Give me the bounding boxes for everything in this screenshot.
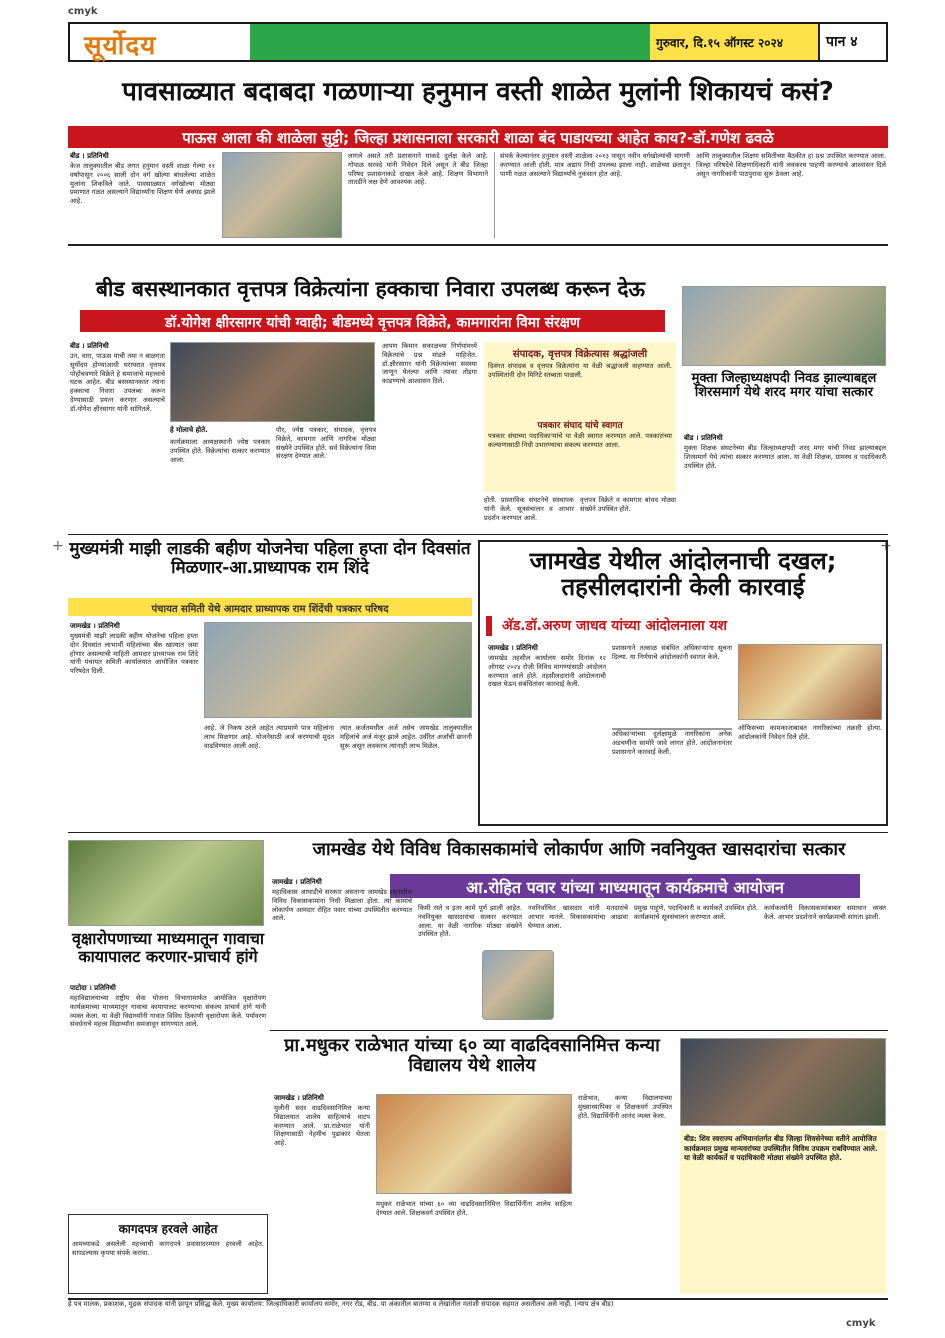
- lokarpan-headline: जामखेड येथे विविध विकासकामांचे लोकार्पण आणि नवनियुक्त खासदारांचा सत्कार: [312, 839, 846, 860]
- ladki-press-photo: [204, 622, 472, 718]
- ladki-byline: जामखेड । प्रतिनिधी: [70, 622, 120, 630]
- notice-text: आमच्याकडे असलेली महत्त्वाची कागदपत्रे प्रवासादरम्यान हरवली आहेत. सापडल्यास कृपया संपर्क करावा.: [72, 1240, 264, 1257]
- section-rule: [270, 1030, 888, 1031]
- bus-col3: पौर, ज्येष्ठ पत्रकार, संपादक, वृत्तपत्र विक्रेते, कामगार आणि नागरिक मोठ्या संख्येने उपस्थित होते. सर्व विक्रेत्यांना विमा संरक्षण देण्यात आले.: [276, 426, 376, 461]
- tree-headline: वृक्षारोपणाच्या माध्यमातून गावाचा कायापालट करणार-प्राचार्य हांगे: [71, 929, 265, 966]
- divider: [494, 152, 495, 238]
- bus-event-photo: [170, 342, 375, 422]
- newspaper-logo: सूर्योदय: [84, 31, 157, 61]
- shivsena-caption: बीड: शिव स्वराज्य अभियानांतर्गत बीड जिल्हा शिवसेनेच्या वतीने आयोजित कार्यक्रमात प्रमुख मान्यवरांच्या उपस्थितीत विविध उपक्रम राबविण्यात आले. या वेळी कार्यकर्ते व पदाधिकारी मोठ्या संख्येने उपस्थित होते.: [680, 1130, 886, 1294]
- mukta-byline: बीड । प्रतिनिधी: [684, 434, 723, 442]
- mp-portrait: [482, 950, 554, 1020]
- andolan-protest-photo: [738, 644, 882, 720]
- andolan-col4: ऑफिसच्या कामकाजाबाबत नागरिकांच्या तक्रारी होत्या. आंदोलकांनी निवेदन दिले होते.: [738, 724, 882, 741]
- cmyk-mark-bottom: cmyk: [846, 1318, 876, 1329]
- shivsena-photo: [680, 1038, 886, 1126]
- ladki-headline: मुख्यमंत्री माझी लाडकी बहीण योजनेचा पहिला हप्ता दोन दिवसांत मिळणार-आ.प्राध्यापक राम शिंदे: [69, 539, 471, 578]
- bus-col2: कार्यक्रमाला अध्यक्षस्थानी ज्येष्ठ पत्रकार उपस्थित होते. विक्रेत्यांचा सत्कार करण्यात आला.: [170, 438, 270, 464]
- section-rule: [68, 534, 888, 535]
- raalbhat-col2: मधुकर राळेभात यांच्या ६० व्या वाढदिवसानिमित्त विद्यार्थिनींना शालेय साहित्य देण्यात आले. शिक्षकवर्ग उपस्थित होते.: [376, 1200, 572, 1217]
- mukta-headline: मुक्ता जिल्हाध्यक्षपदी निवड झाल्याबद्दल शिरसमार्ग येथे शरद मगर यांचा सत्कार: [691, 371, 877, 401]
- lead-byline: बीड । प्रतिनिधी: [70, 152, 109, 160]
- cmyk-mark-top: cmyk: [68, 6, 98, 17]
- lead-headline: पावसाळ्यात बदाबदा गळणाऱ्या हनुमान वस्ती शाळेत मुलांनी शिकायचं कसं?: [122, 77, 834, 107]
- notice-title: कागदपत्र हरवले आहेत: [118, 1222, 218, 1236]
- lead-strip: पाऊस आला की शाळेला सुट्टी; जिल्हा प्रशासनाला सरकारी शाळा बंद पाडायच्या आहेत काय?-डॉ.गणेश ढवळे: [68, 126, 888, 148]
- andolan-col3: अधिकाऱ्यांच्या दुर्लक्षामुळे नागरिकांना अनेक अडचणींना सामोरे जावे लागत होते. आंदोलनानंतर प्रशासनाने कारवाई केली.: [612, 730, 732, 756]
- bus-photo-caption: हे मोलाचे होते.: [170, 426, 208, 434]
- lokarpan-col1: महाविकास आघाडीचे सरकार असताना जामखेड शहरातील विविध विकासकामांना निधी मिळाला होता. त्या कामांचे लोकार्पण आमदार रोहित पवार यांच्या उपस्थितीत करण्यात आले.: [272, 888, 412, 923]
- bus-col5: होती. प्रास्ताविक संघटनेचे संस्थापक यांनी केले. सूत्रसंचालन व आभार प्रदर्शन करण्यात आले.: [484, 496, 574, 522]
- lokarpan-col3: नवनिर्वाचित खासदार यांनी मतदारांचे आभार मानले. विकासकामांचा आढावा घेण्यात आला.: [528, 904, 628, 930]
- lead-col2: लागले असते तरी प्रशासनाने याकडे दुर्लक्ष केले आहे. गोपाळ सरवदे यांनी निवेदन दिले असून ते बीड जिल्हा परिषद प्रशासनाकडे दाखल केले आहे. शिक्षण विभागाने तातडीने लक्ष देणे आवश्यक आहे.: [348, 152, 488, 187]
- ladki-col2: आहे. जे निकष ठरले आहेत त्याप्रमाणे पात्र महिलांना लाभ मिळणार आहे. योजनेसाठी अर्ज करण्याची मुदत वाढविण्यात आली आहे.: [204, 724, 334, 750]
- bus-strip: डॉ.योगेश क्षीरसागर यांची ग्वाही; बीडमध्ये वृत्तपत्र विक्रेते, कामगारांना विमा संरक्षण: [80, 310, 665, 332]
- tree-byline: पाटोदा । प्रतिनिधी: [70, 984, 116, 992]
- bus-col1: उन, वारा, पाऊस याची तमा न बाळगता सूर्योदय होण्याआधी घराघरात वृत्तपत्र पोहोचवणारे विक्रेते हे समाजाचे महत्त्वाचे घटक आहेत. बीड बसस्थानकात त्यांना हक्काचा निवारा उपलब्ध करून देण्यासाठी प्रयत्न करणार असल्याचे डॉ.योगेश क्षीरसागर यांनी सांगितले.: [70, 352, 165, 413]
- andolan-byline: जामखेड । प्रतिनिधी: [488, 644, 538, 652]
- mukta-photo: [682, 286, 886, 366]
- welcome-title: पत्रकार संघाद यांचे स्वागत: [537, 421, 623, 431]
- andolan-col2: प्रशासनाने तत्काळ संबंधित अधिकाऱ्यांना सूचना दिल्या. या निर्णयाचे आंदोलकांनी स्वागत केले.: [612, 644, 732, 661]
- welcome-text: पत्रकार संघाच्या पदाधिकाऱ्यांचे या वेळी स्वागत करण्यात आले. पत्रकारांच्या कल्याणासाठी निधी उभारण्याचा संकल्प करण्यात आला.: [488, 432, 672, 449]
- ladki-col1: मुख्यमंत्री माझी लाडकी बहीण योजनेचा पहिला हप्ता दोन दिवसांत लाभार्थी महिलांच्या बँक खात्यात जमा होणार असल्याची माहिती आमदार प्राध्यापक राम शिंदे यांनी पंचायत समिती कार्यालयात आयोजित पत्रकार परिषदेत दिली.: [70, 632, 198, 676]
- ladki-col3: त्यात कर्जतमधील अर्ज तसेच जामखेड तालुक्यातील महिलांचे अर्ज मंजूर झाले आहेत. उर्वरित अर्जांची छाननी सुरू असून लवकरच त्यांनाही लाभ मिळेल.: [340, 724, 472, 750]
- masthead: [68, 22, 888, 62]
- mukta-text: मुक्ता शिक्षक संघटनेच्या बीड जिल्हाध्यक्षपदी शरद मगर यांची निवड झाल्याबद्दल शिरसमार्ग येथे त्यांचा सत्कार करण्यात आला. या वेळी शिक्षक, ग्रामस्थ व पदाधिकारी उपस्थित होते.: [684, 444, 886, 470]
- andolan-headline: जामखेड येथील आंदोलनाची दखल; तहसीलदारांनी केली कारवाई: [529, 547, 837, 602]
- issue-date: गुरुवार, दि.१५ ऑगस्ट २०२४: [650, 24, 820, 60]
- raalbhat-byline: जामखेड । प्रतिनिधी: [274, 1094, 324, 1102]
- crop-mark: +: [52, 538, 64, 554]
- imprint-footer: हे पत्र मालक, प्रकाशक, मुद्रक संपादक यांनी छापून प्रसिद्ध केले. मुख्य कार्यालय: जिल्हाधिकारी कार्यालय समोर, नगर रोड, बीड. या अंकातील बातम्या व लेखांतील मतांशी संपादक सहमत असतीलच असे नाही. (न्याय क्षेत्र बीड): [68, 1298, 888, 1324]
- ladki-strip: पंचायत समिती येथे आमदार प्राध्यापक राम शिंदेंची पत्रकार परिषद: [68, 598, 472, 616]
- section-rule: [68, 832, 888, 833]
- lokarpan-strip: आ.रोहित पवार यांच्या माध्यमातून कार्यक्रमाचे आयोजन: [390, 874, 860, 898]
- tree-photo: [68, 840, 264, 926]
- bus-headline: बीड बसस्थानकात वृत्तपत्र विक्रेत्यांना हक्काचा निवारा उपलब्ध करून देऊ: [96, 277, 645, 301]
- lead-col1: केज तालुक्यातील बीड लगत हनुमान वस्ती शाळा गेल्या ११ वर्षांपासून २००६ साली दोन वर्ग खोल्या बांधलेल्या शाळेत मुलांना शिकविले जाते. पावसाळ्यात वर्गखोल्या मोठ्या प्रमाणात गळत असल्याने विद्यार्थ्यांना शिक्षण घेणे अवघड झाले आहे.: [70, 162, 215, 206]
- raalbhat-col3: राळेभात, कन्या विद्यालयाच्या मुख्याध्यापिका व शिक्षकवर्ग उपस्थित होते. विद्यार्थिनींनी आनंद व्यक्त केला.: [578, 1094, 672, 1120]
- tribute-title: संपादक, वृत्तपत्र विक्रेत्यास श्रद्धांजली: [512, 349, 648, 360]
- bus-col6: वृत्तपत्र विक्रेते व कामगार बांधव मोठ्या संख्येने उपस्थित होते.: [580, 496, 676, 513]
- andolan-strip: अ‍ॅड.डॉ.अरुण जाधव यांच्या आंदोलनाला यश: [486, 616, 880, 636]
- tree-text: महाविद्यालयाच्या राष्ट्रीय सेवा योजना विभागामार्फत आयोजित वृक्षारोपण कार्यक्रमाच्या माध्यमातून गावाचा कायापालट करण्याचा संकल्प प्राचार्य हांगे यांनी व्यक्त केला. या वेळी विद्यार्थ्यांनी गावात विविध ठिकाणी वृक्षारोपण केले. पर्यावरण संवर्धनाचे महत्त्व विद्यार्थ्यांना समजावून सांगण्यात आले.: [70, 994, 266, 1029]
- school-photo: [222, 152, 342, 238]
- lokarpan-col4: प्रमुख पाहुणे, पदाधिकारी व कार्यकर्ते उपस्थित होते. कार्यक्रमाचे सूत्रसंचालन करण्यात आले.: [634, 904, 758, 921]
- raalbhat-photo: [376, 1094, 572, 1194]
- bus-col4: आपण किमान सकाळच्या निर्णयांमध्ये विक्रेत्यांचे प्रश्न मांडले पाहिजेत. डॉ.क्षीरसागर यांनी विक्रेत्यांच्या समस्या जाणून घेतल्या आणि त्यावर तोडगा काढण्याचे आश्वासन दिले.: [382, 342, 477, 386]
- raalbhat-headline: प्रा.मधुकर राळेभात यांच्या ६० व्या वाढदिवसानिमित्त कन्या विद्यालय येथे शालेय: [284, 1035, 660, 1076]
- lokarpan-col2: किमी रस्ते व इतर कामे पूर्ण झाली आहेत. नवनियुक्त खासदारांचा सत्कार करण्यात आला. या वेळी नागरिक मोठ्या संख्येने उपस्थित होते.: [418, 904, 522, 939]
- lokarpan-col5: कार्यकर्त्यांनी विकासकामांबाबत समाधान व्यक्त केले. आभार प्रदर्शनाने कार्यक्रमाची सांगता झाली.: [764, 904, 886, 921]
- section-rule: [68, 244, 888, 246]
- crop-mark: +: [880, 538, 892, 554]
- bus-byline: बीड । प्रतिनिधी: [70, 342, 109, 350]
- lead-col4: आणि तालुक्यातील शिक्षण समितीच्या बैठकीत हा प्रश्न उपस्थित करण्यात आला. जिल्हा परिषदेचे शिक्षणाधिकारी यांनी लवकरच पाहणी करण्याचे आश्वासन दिले असून नागरिकांनी पाठपुरावा सुरू ठेवला आहे.: [696, 152, 886, 178]
- tribute-text: दिवंगत संपादक व वृत्तपत्र विक्रेत्यांना या वेळी श्रद्धांजली वाहण्यात आली. उपस्थितांनी दोन मिनिटे स्तब्धता पाळली.: [488, 362, 672, 379]
- lokarpan-byline: जामखेड । प्रतिनिधी: [272, 878, 322, 886]
- page-number: पान ४: [818, 24, 886, 60]
- andolan-col1: जामखेड तहसील कार्यालय समोर दिनांक १२ ऑगस्ट २०२४ रोजी विविध मागण्यांसाठी आंदोलन करण्यात आले होते. तहसीलदारांनी आंदोलनाची दखल घेऊन संबंधितांवर कारवाई केली.: [488, 654, 606, 689]
- masthead-green-bar: [250, 24, 650, 60]
- raalbhat-col1: मुलीनी सदर वाढदिवसानिमित्त कन्या विद्यालयात शालेय साहित्याचे वाटप करण्यात आले. प्रा.राळेभात यांनी शिक्षणासाठी नेहमीच पुढाकार घेतला आहे.: [274, 1104, 370, 1148]
- lead-col3: संपर्क केल्यानंतर हनुमान वस्ती शाळेला २०१३ पासून नवीन वर्गखोल्यांची मागणी करण्यात आली होती. मात्र अद्याप निधी उपलब्ध झाला नाही. शाळेच्या छतातून पाणी गळत असल्याने विद्यार्थ्यांचे नुकसान होत आहे.: [500, 152, 690, 178]
